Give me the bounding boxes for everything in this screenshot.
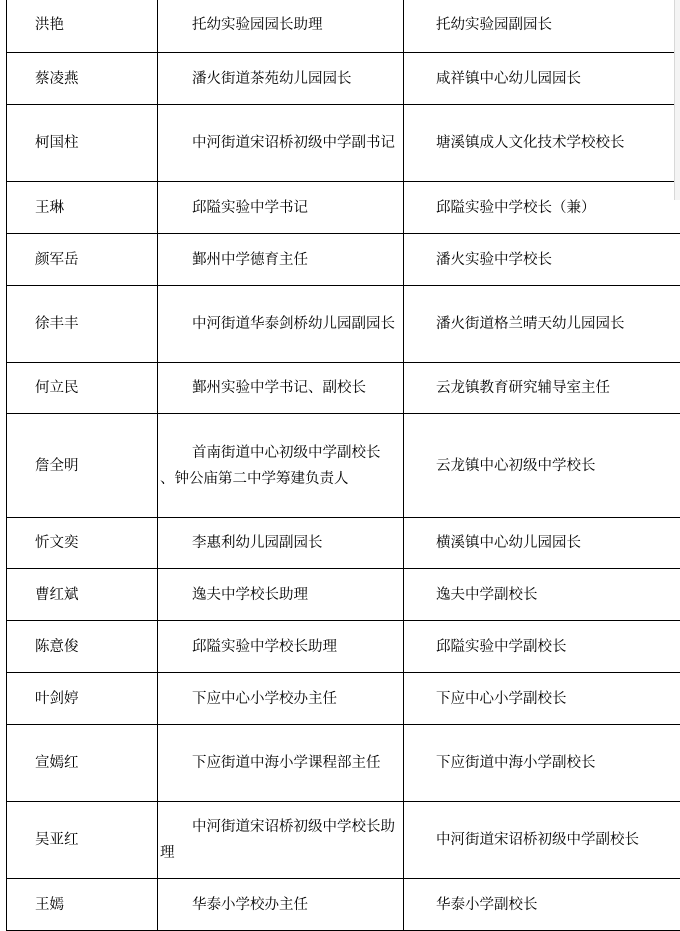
table-row — [7, 879, 680, 931]
previous-position-text: 中河街道华泰剑桥幼儿园副园长 — [160, 311, 397, 337]
previous-position-extra-text: 、钟公庙第二中学筹建负责人 — [160, 466, 397, 492]
previous-position-text: 首南街道中心初级中学副校长 — [160, 440, 397, 466]
previous-position-text: 潘火街道茶苑幼儿园园长 — [160, 66, 397, 92]
name-cell: 宣嫣红 — [7, 725, 158, 802]
name-cell: 吴亚红 — [7, 802, 158, 879]
name-cell: 叶剑婷 — [7, 673, 158, 725]
table-row — [7, 0, 680, 53]
name-cell: 颜军岳 — [7, 234, 158, 286]
name-cell: 陈意俊 — [7, 621, 158, 673]
new-position-cell: 潘火实验中学校长 — [404, 234, 680, 286]
table-row — [7, 569, 680, 621]
previous-position-cell — [158, 182, 404, 234]
previous-position-cell — [158, 286, 404, 363]
previous-position-cell — [158, 518, 404, 569]
new-position-cell: 咸祥镇中心幼儿园园长 — [404, 53, 680, 105]
name-cell: 洪艳 — [7, 0, 158, 53]
table-row — [7, 414, 680, 518]
previous-position-text: 李惠利幼儿园副园长 — [160, 530, 397, 556]
previous-position-cell — [158, 363, 404, 414]
previous-position-cell — [158, 621, 404, 673]
table-row — [7, 802, 680, 879]
previous-position-text: 邱隘实验中学书记 — [160, 195, 397, 221]
new-position-cell: 云龙镇教育研究辅导室主任 — [404, 363, 680, 414]
table-row — [7, 725, 680, 802]
previous-position-cell — [158, 569, 404, 621]
new-position-cell: 华泰小学副校长 — [404, 879, 680, 931]
appointment-table-body — [7, 0, 680, 931]
table-row — [7, 105, 680, 182]
table-row — [7, 53, 680, 105]
name-cell: 詹全明 — [7, 414, 158, 518]
new-position-cell: 下应街道中海小学副校长 — [404, 725, 680, 802]
previous-position-text: 华泰小学校办主任 — [160, 892, 397, 918]
new-position-cell: 下应中心小学副校长 — [404, 673, 680, 725]
previous-position-text: 托幼实验园园长助理 — [160, 12, 397, 38]
previous-position-text: 鄞州实验中学书记、副校长 — [160, 375, 397, 401]
name-cell: 蔡凌燕 — [7, 53, 158, 105]
appointment-table — [6, 0, 680, 931]
new-position-cell: 云龙镇中心初级中学校长 — [404, 414, 680, 518]
name-cell: 徐丰丰 — [7, 286, 158, 363]
previous-position-text: 逸夫中学校长助理 — [160, 582, 397, 608]
table-row — [7, 286, 680, 363]
new-position-cell: 中河街道宋诏桥初级中学副校长 — [404, 802, 680, 879]
table-row — [7, 673, 680, 725]
new-position-cell: 逸夫中学副校长 — [404, 569, 680, 621]
new-position-cell: 托幼实验园副园长 — [404, 0, 680, 53]
table-row — [7, 621, 680, 673]
name-cell: 王琳 — [7, 182, 158, 234]
previous-position-text: 鄞州中学德育主任 — [160, 247, 397, 273]
name-cell: 曹红斌 — [7, 569, 158, 621]
previous-position-text: 下应街道中海小学课程部主任 — [160, 750, 397, 776]
table-row — [7, 182, 680, 234]
previous-position-cell — [158, 0, 404, 53]
previous-position-text: 中河街道宋诏桥初级中学副书记 — [160, 130, 397, 156]
table-row — [7, 518, 680, 569]
name-cell: 何立民 — [7, 363, 158, 414]
table-row — [7, 234, 680, 286]
previous-position-cell — [158, 105, 404, 182]
new-position-cell: 塘溪镇成人文化技术学校校长 — [404, 105, 680, 182]
previous-position-text: 下应中心小学校办主任 — [160, 686, 397, 712]
previous-position-text: 中河街道宋诏桥初级中学校长助理 — [160, 814, 397, 866]
previous-position-cell — [158, 802, 404, 879]
new-position-cell: 邱隘实验中学校长（兼） — [404, 182, 680, 234]
name-cell: 忻文奕 — [7, 518, 158, 569]
previous-position-cell — [158, 673, 404, 725]
table-row — [7, 363, 680, 414]
previous-position-cell — [158, 234, 404, 286]
new-position-cell: 横溪镇中心幼儿园园长 — [404, 518, 680, 569]
previous-position-cell — [158, 725, 404, 802]
name-cell: 王嫣 — [7, 879, 158, 931]
previous-position-text: 邱隘实验中学校长助理 — [160, 634, 397, 660]
previous-position-cell — [158, 879, 404, 931]
name-cell: 柯国柱 — [7, 105, 158, 182]
new-position-cell: 邱隘实验中学副校长 — [404, 621, 680, 673]
previous-position-cell — [158, 53, 404, 105]
vertical-scrollbar[interactable] — [674, 0, 680, 200]
previous-position-cell — [158, 414, 404, 518]
new-position-cell: 潘火街道格兰晴天幼儿园园长 — [404, 286, 680, 363]
